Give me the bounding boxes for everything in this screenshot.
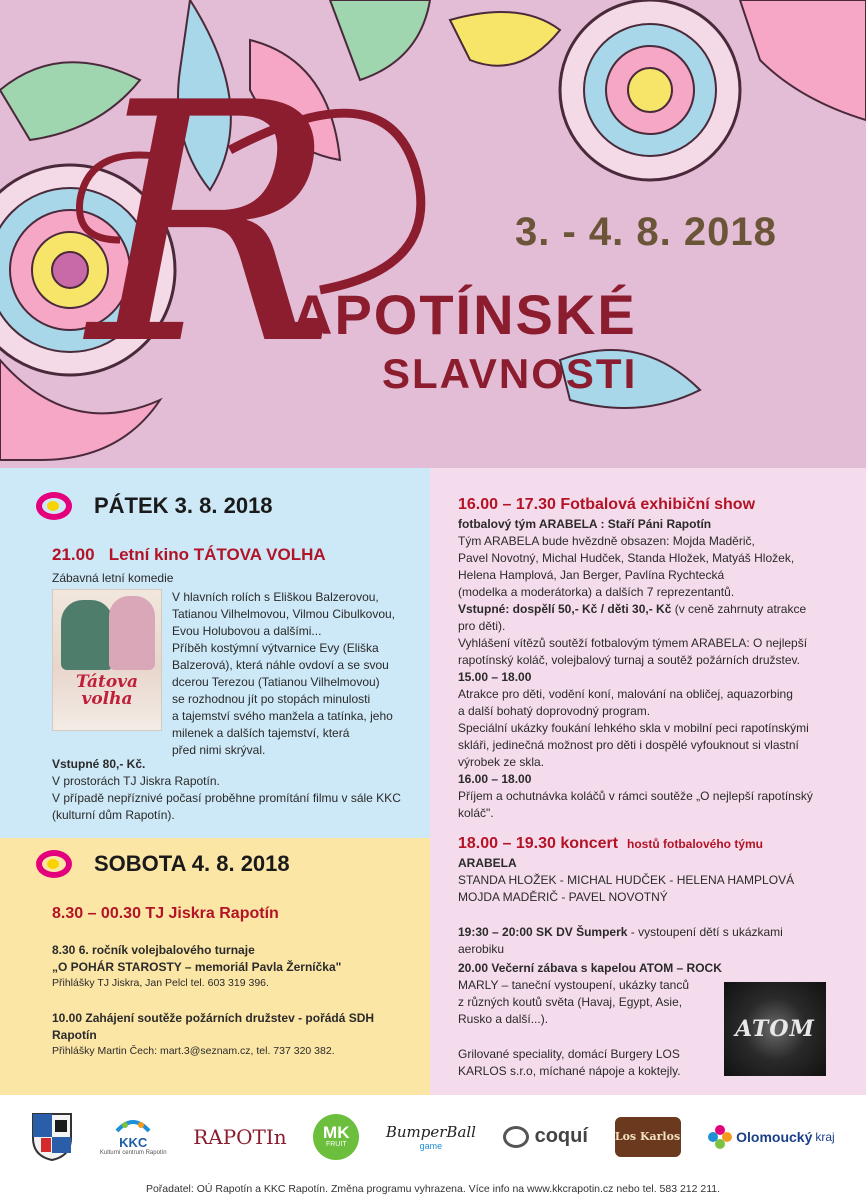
ring-icon — [36, 492, 72, 520]
bumper-text: BumperBall — [385, 1122, 476, 1141]
text-line: koláč". — [458, 806, 494, 820]
aerobic-event — [458, 924, 828, 958]
kkc-logo — [100, 1117, 167, 1156]
event-title: „O POHÁR STAROSTY – memoriál Pavla Žerníčka" — [52, 960, 342, 974]
kino-heading — [52, 545, 326, 565]
event-note: Přihlášky Martin Čech: mart.3@seznam.cz, tel. 737 320 382. — [52, 1045, 335, 1057]
friday-title: PÁTEK 3. 8. 2018 — [94, 493, 273, 518]
text-line: skláři, jedinečná možnost pro děti i dospělé vyfouknout si vlastní — [458, 738, 799, 752]
text-line: KARLOS s.r.o, míchané nápoje a koktejly. — [458, 1064, 681, 1078]
concert-time: 18.00 – 19.30 koncert — [458, 835, 619, 852]
desc-line: před nimi skrýval. — [172, 743, 266, 757]
event-date: 3. - 4. 8. 2018 — [515, 210, 777, 254]
kino-place: V prostorách TJ Jiskra Rapotín. — [52, 774, 220, 788]
kino-info — [52, 756, 424, 824]
text-line: výrobek ze skla. — [458, 755, 545, 769]
olomoucky-kraj-logo — [707, 1124, 835, 1150]
event-title: 8.30 6. ročník volejbalového turnaje — [52, 943, 255, 957]
evening-title: 20.00 Večerní zábava s kapelou ATOM – ROCK — [458, 961, 722, 975]
ring-icon — [36, 850, 72, 878]
concert-body — [458, 855, 828, 906]
kino-price: Vstupné 80,- Kč. — [52, 757, 146, 771]
kino-subtitle: Zábavná letní komedie — [52, 571, 174, 585]
event-title: Rapotín — [52, 1028, 97, 1042]
evening-event — [458, 960, 758, 1028]
desc-line: V hlavních rolích s Eliškou Balzerovou, — [172, 590, 379, 604]
kino-rain-note: (kulturní dům Rapotín). — [52, 808, 175, 822]
poster-figure — [61, 600, 113, 670]
bumperball-logo — [386, 1123, 476, 1151]
team-line: fotbalový tým ARABELA : Staří Páni Rapotín — [458, 517, 712, 531]
entry-note: (v ceně zahrnuty atrakce — [671, 602, 807, 616]
poster-title: Tátova volha — [75, 672, 139, 709]
header-banner — [0, 0, 866, 468]
grill-info — [458, 1046, 698, 1080]
kino-rain-note: V případě nepříznivé počasí proběhne promítání filmu v sále KKC — [52, 791, 401, 805]
poster-figure — [109, 596, 155, 670]
mk-fruit-logo — [313, 1114, 359, 1160]
desc-line: dcerou Terezou (Tatianou Vilhelmovou) — [172, 675, 380, 689]
kraj-text: kraj — [815, 1129, 835, 1144]
concert-team: ARABELA — [458, 856, 517, 870]
kino-time: 21.00 — [52, 545, 95, 564]
saturday-main-time: 8.30 – 00.30 TJ Jiskra Rapotín — [52, 905, 279, 922]
desc-line: milenek a dalších tajemství, která — [172, 726, 350, 740]
rapotin-text: RAPOTIn — [193, 1124, 287, 1149]
text-line: Atrakce pro děti, vodění koní, malování na obličej, aquazorbing — [458, 687, 793, 701]
text-line: Grilované speciality, domácí Burgery LOS — [458, 1047, 680, 1061]
text-line: z různých koutů světa (Havaj, Egypt, Asie, — [458, 995, 683, 1009]
desc-line: Evou Holubovou a dalšími... — [172, 624, 322, 638]
los-karlos-logo — [615, 1117, 681, 1157]
text-line: MOJDA MADĚRIČ - PAVEL NOVOTNÝ — [458, 890, 668, 904]
text-line: Tým ARABELA bude hvězdně obsazen: Mojda Maděrič, — [458, 534, 755, 548]
bumper-sub: game — [419, 1140, 443, 1151]
time-slot: 15.00 – 18.00 — [458, 670, 532, 684]
kkc-sub: Kulturní centrum Rapotín — [99, 1150, 167, 1156]
kino-title: Letní kino TÁTOVA VOLHA — [108, 545, 326, 564]
los-karlos-text: Los Karlos — [614, 1130, 681, 1143]
text-line: Příjem a ochutnávka koláčů v rámci soutěže „O nejlepší rapotínský — [458, 789, 813, 803]
footer-note: Pořadatel: OÚ Rapotín a KKC Rapotín. Změna programu vyhrazena. Více info na www.kkcrapotin.cz nebo tel. 583 212 211. — [145, 1183, 721, 1195]
football-show-body — [458, 516, 822, 822]
desc-line: Příběh kostýmní výtvarnice Evy (Eliška — [172, 641, 379, 655]
friday-heading — [36, 492, 273, 520]
entry-line — [458, 601, 822, 618]
text-line: aerobiku — [458, 942, 505, 956]
fire-competition-event — [52, 1010, 424, 1059]
mk-sub: FRUIT — [325, 1141, 347, 1148]
title-initial: R — [88, 33, 337, 417]
coqui-logo — [503, 1125, 588, 1148]
time-slot: 16.00 – 18.00 — [458, 772, 532, 786]
movie-poster — [52, 589, 162, 731]
kkc-text: KKC — [119, 1135, 148, 1150]
page-title: APOTÍNSKÉ — [292, 283, 637, 346]
desc-line: a tajemství svého manžela a tatínka, jeho — [172, 709, 393, 723]
concert-sub: hostů fotbalového týmu — [627, 837, 763, 851]
volleyball-event — [52, 942, 424, 991]
text-line: pro děti). — [458, 619, 506, 633]
entry-price: Vstupné: dospělí 50,- Kč / děti 30,- Kč — [458, 602, 672, 616]
text-line: Helena Hamplová, Jan Berger, Pavlína Rychtecká — [458, 568, 725, 582]
saturday-title: SOBOTA 4. 8. 2018 — [94, 851, 290, 876]
atom-band-logo — [724, 982, 826, 1076]
rapotin-coat-of-arms-icon — [31, 1112, 73, 1162]
aerobic-title: 19:30 – 20:00 SK DV Šumperk — [458, 925, 628, 939]
desc-line: se rozhodnou jít po stopách minulosti — [172, 692, 371, 706]
olomoucky-flower-icon — [707, 1124, 733, 1150]
event-title: 10.00 Zahájení soutěže požárních družstev - pořádá SDH — [52, 1011, 375, 1025]
text-line: Pavel Novotný, Michal Hudček, Standa Hložek, Matyáš Hložek, — [458, 551, 795, 565]
desc-line: Balzerová), která náhle ovdoví a se svou — [172, 658, 389, 672]
text-line: MARLY – taneční vystoupení, ukázky tanců — [458, 978, 690, 992]
text-line: rapotínský koláč, volejbalový turnaj a soutěž požárních družstev. — [458, 653, 800, 667]
text-line: Rusko a další...). — [458, 1012, 549, 1026]
desc-line: Tatianou Vilhelmovou, Vilmou Cibulkovou, — [172, 607, 396, 621]
text-line: Speciální ukázky foukání lehkého skla v mobilní peci rapotínskými — [458, 721, 809, 735]
text-line: Vyhlášení vítězů soutěží fotbalovým týmem ARABELA: O nejlepší — [458, 636, 808, 650]
football-show-heading: 16.00 – 17.30 Fotbalová exhibiční show — [458, 496, 756, 513]
mk-text: MK — [323, 1123, 350, 1142]
atom-logo-text: ATOM — [735, 1016, 815, 1042]
text-line: a další bohatý doprovodný program. — [458, 704, 651, 718]
event-note: Přihlášky TJ Jiskra, Jan Pelcl tel. 603 319 396. — [52, 977, 269, 989]
coqui-text: coquí — [534, 1125, 588, 1147]
page-subtitle: SLAVNOSTI — [382, 350, 638, 397]
kino-description — [172, 589, 424, 759]
aerobic-note: - vystoupení dětí s ukázkami — [627, 925, 783, 939]
saturday-heading — [36, 850, 290, 878]
text-line: (modelka a moderátorka) a dalších 7 reprezentantů. — [458, 585, 735, 599]
olomoucky-text: Olomoucký — [736, 1128, 813, 1145]
text-line: STANDA HLOŽEK - MICHAL HUDČEK - HELENA HAMPLOVÁ — [458, 873, 795, 887]
concert-heading — [458, 835, 763, 853]
rapotin-logo — [193, 1125, 286, 1149]
sponsor-logos — [0, 1095, 866, 1178]
